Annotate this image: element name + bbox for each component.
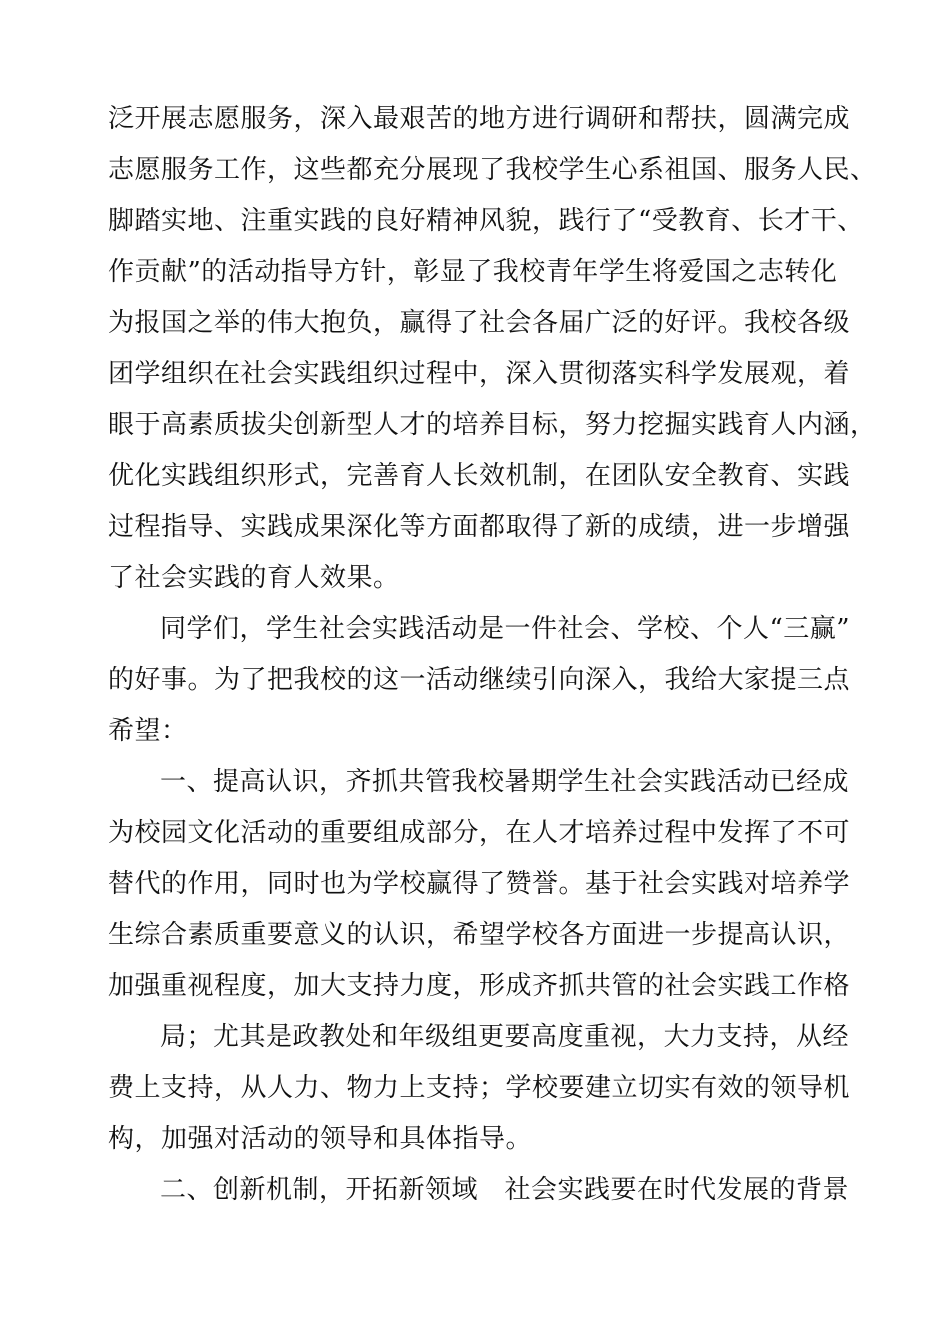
text-line: 替代的作用，同时也为学校赢得了赞誉。基于社会实践对培养学	[108, 869, 851, 899]
text-line: 了社会实践的育人效果。	[108, 563, 400, 593]
text-line: 为报国之举的伟大抱负，赢得了社会各届广泛的好评。我校各级	[108, 308, 851, 338]
text-line: 费上支持，从人力、物力上支持；学校要建立切实有效的领导机	[108, 1073, 851, 1103]
text-line: 优化实践组织形式，完善育人长效机制，在团队安全教育、实践	[108, 461, 851, 491]
text-line: 眼于高素质拔尖创新型人才的培养目标，努力挖掘实践育人内涵，	[108, 410, 877, 440]
text-line: 生综合素质重要意义的认识，希望学校各方面进一步提高认识，	[108, 920, 851, 950]
text-line: 泛开展志愿服务，深入最艰苦的地方进行调研和帮扶，圆满完成	[108, 104, 851, 134]
text-line: 为校园文化活动的重要组成部分，在人才培养过程中发挥了不可	[108, 818, 851, 848]
text-line: 希望：	[108, 716, 188, 746]
text-line: 过程指导、实践成果深化等方面都取得了新的成绩，进一步增强	[108, 512, 851, 542]
paragraph-start-line: 二、创新机制，开拓新领域 社会实践要在时代发展的背景	[160, 1175, 850, 1205]
text-line: 构，加强对活动的领导和具体指导。	[108, 1124, 533, 1154]
paragraph-start-line: 同学们，学生社会实践活动是一件社会、学校、个人“三赢”	[160, 614, 851, 644]
text-line: 脚踏实地、注重实践的良好精神风貌，践行了“受教育、长才干、	[108, 206, 864, 236]
text-line: 的好事。为了把我校的这一活动继续引向深入，我给大家提三点	[108, 665, 851, 695]
text-line: 团学组织在社会实践组织过程中，深入贯彻落实科学发展观，着	[108, 359, 851, 389]
text-line: 加强重视程度，加大支持力度，形成齐抓共管的社会实践工作格	[108, 971, 851, 1001]
paragraph-start-line: 局；尤其是政教处和年级组更要高度重视，大力支持，从经	[160, 1022, 850, 1052]
text-line: 作贡献”的活动指导方针，彰显了我校青年学生将爱国之志转化	[108, 257, 838, 287]
paragraph-start-line: 一、提高认识，齐抓共管我校暑期学生社会实践活动已经成	[160, 767, 850, 797]
text-line: 志愿服务工作，这些都充分展现了我校学生心系祖国、服务人民、	[108, 155, 877, 185]
